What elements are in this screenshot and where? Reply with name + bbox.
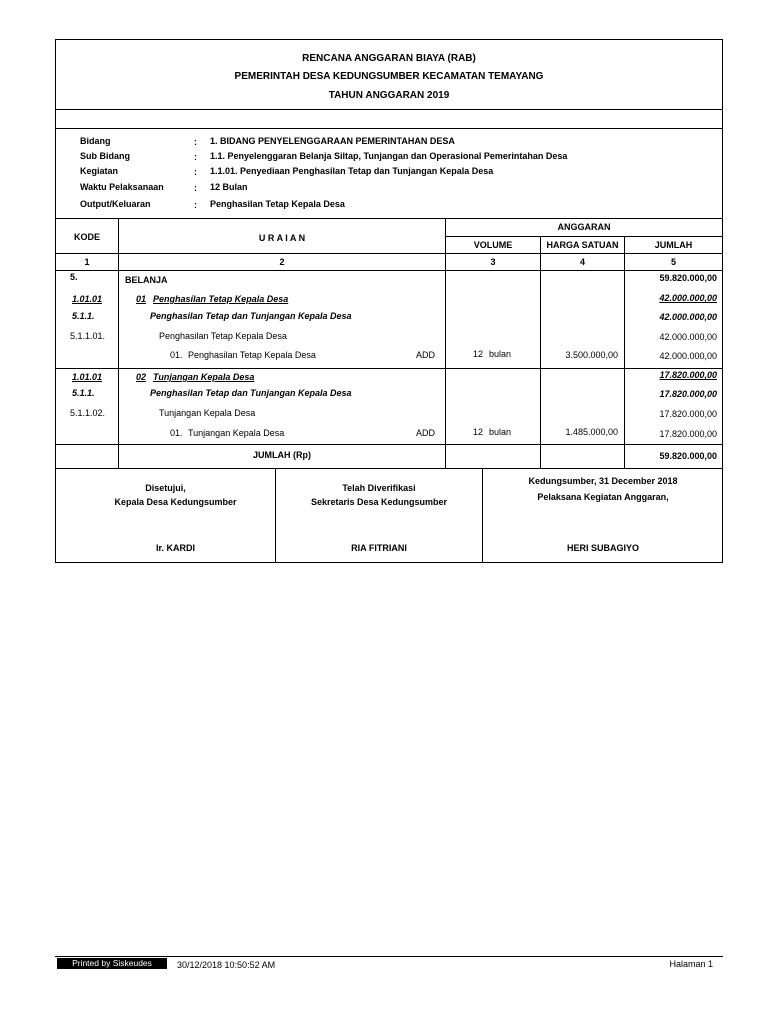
row-no: 01. bbox=[170, 428, 183, 438]
info-sep: : bbox=[194, 137, 197, 147]
row-uraian: Tunjangan Kepala Desa bbox=[153, 372, 255, 382]
col-divider bbox=[118, 218, 119, 468]
row-kode: 5.1.1. bbox=[72, 311, 95, 321]
info-value-sub-bidang: 1.1. Penyelenggaran Belanja Siltap, Tunjangan dan Operasional Pemerintahan Desa bbox=[210, 151, 568, 161]
info-label-waktu: Waktu Pelaksanaan bbox=[80, 182, 164, 192]
divider bbox=[56, 109, 722, 110]
divider bbox=[56, 128, 722, 129]
sig-place-date: Kedungsumber, 31 December 2018 bbox=[528, 476, 678, 486]
info-sep: : bbox=[194, 167, 197, 177]
row-jumlah: 42.000.000,00 bbox=[659, 332, 717, 342]
row-source: ADD bbox=[416, 428, 436, 438]
row-volume: 12 bbox=[473, 427, 484, 437]
row-uraian: Penghasilan Tetap Kepala Desa bbox=[188, 350, 316, 360]
row-kode: 5.1.1.01. bbox=[70, 331, 106, 341]
row-uraian: Tunjangan Kepala Desa bbox=[159, 408, 256, 418]
row-jumlah: 42.000.000,00 bbox=[659, 312, 717, 322]
row-volume: 12 bbox=[473, 349, 484, 359]
info-sep: : bbox=[194, 152, 197, 162]
sig-middle-line1: Telah Diverifikasi bbox=[342, 483, 416, 493]
row-source: ADD bbox=[416, 350, 436, 360]
total-value: 59.820.000,00 bbox=[659, 451, 717, 461]
doc-subtitle: PEMERINTAH DESA KEDUNGSUMBER KECAMATAN TEMAYANG bbox=[234, 71, 544, 82]
row-no: 02 bbox=[136, 372, 147, 382]
number-row-line bbox=[56, 270, 722, 271]
total-label: JUMLAH (Rp) bbox=[253, 450, 311, 460]
section-divider bbox=[56, 368, 722, 369]
row-uraian: Penghasilan Tetap Kepala Desa bbox=[153, 294, 289, 304]
doc-title: RENCANA ANGGARAN BIAYA (RAB) bbox=[302, 53, 476, 64]
col-number: 5 bbox=[670, 257, 676, 267]
row-kode: 5.1.1. bbox=[72, 388, 95, 398]
body-bottom-line bbox=[56, 444, 722, 445]
row-uraian: Penghasilan Tetap dan Tunjangan Kepala Desa bbox=[150, 388, 352, 398]
col-header-volume: VOLUME bbox=[473, 240, 513, 250]
info-label-kegiatan: Kegiatan bbox=[80, 166, 119, 176]
info-label-output: Output/Keluaran bbox=[80, 199, 151, 209]
row-jumlah: 17.820.000,00 bbox=[659, 370, 717, 380]
sig-right-line2: Pelaksana Kegiatan Anggaran, bbox=[537, 492, 669, 502]
col-number: 1 bbox=[84, 257, 90, 267]
row-kode: 5.1.1.02. bbox=[70, 408, 106, 418]
col-header-kode: KODE bbox=[73, 232, 100, 242]
row-uraian: BELANJA bbox=[125, 275, 168, 285]
col-number: 2 bbox=[279, 257, 285, 267]
info-value-waktu: 12 Bulan bbox=[210, 182, 248, 192]
row-kode: 1.01.01 bbox=[72, 372, 103, 382]
sig-left-line1: Disetujui, bbox=[145, 483, 186, 493]
doc-year: TAHUN ANGGARAN 2019 bbox=[328, 90, 450, 101]
info-value-output: Penghasilan Tetap Kepala Desa bbox=[210, 199, 345, 209]
row-harga: 1.485.000,00 bbox=[565, 427, 618, 437]
page-number: Halaman 1 bbox=[669, 959, 713, 969]
row-unit: bulan bbox=[489, 349, 512, 359]
row-uraian: Penghasilan Tetap dan Tunjangan Kepala Desa bbox=[150, 311, 352, 321]
anggaran-divider bbox=[446, 236, 722, 237]
info-value-bidang: 1. BIDANG PENYELENGGARAAN PEMERINTAHAN DESA bbox=[210, 136, 455, 146]
row-unit: bulan bbox=[489, 427, 512, 437]
row-jumlah: 17.820.000,00 bbox=[659, 409, 717, 419]
row-jumlah: 59.820.000,00 bbox=[659, 273, 717, 283]
row-jumlah: 42.000.000,00 bbox=[659, 351, 717, 361]
row-jumlah: 17.820.000,00 bbox=[659, 389, 717, 399]
info-label-sub-bidang: Sub Bidang bbox=[80, 151, 130, 161]
footer-line bbox=[55, 956, 723, 957]
row-jumlah: 42.000.000,00 bbox=[659, 293, 717, 303]
row-no: 01 bbox=[136, 294, 147, 304]
sig-middle-line2: Sekretaris Desa Kedungsumber bbox=[310, 497, 448, 507]
row-uraian: Penghasilan Tetap Kepala Desa bbox=[159, 331, 287, 341]
total-bottom-line bbox=[56, 468, 722, 469]
row-uraian: Tunjangan Kepala Desa bbox=[188, 428, 285, 438]
row-harga: 3.500.000,00 bbox=[565, 350, 618, 360]
col-header-uraian: U R A I A N bbox=[258, 233, 306, 243]
table-top-line bbox=[56, 218, 722, 219]
sig-left-name: Ir. KARDI bbox=[155, 543, 195, 553]
col-header-harga: HARGA SATUAN bbox=[546, 240, 619, 250]
header-bottom-line bbox=[56, 253, 722, 254]
col-number: 4 bbox=[579, 257, 585, 267]
sig-right-name: HERI SUBAGIYO bbox=[566, 543, 639, 553]
row-kode: 1.01.01 bbox=[72, 294, 103, 304]
info-sep: : bbox=[194, 183, 197, 193]
print-timestamp: 30/12/2018 10:50:52 AM bbox=[177, 960, 276, 970]
sig-left-line2: Kepala Desa Kedungsumber bbox=[114, 497, 237, 507]
row-no: 01. bbox=[170, 350, 183, 360]
info-sep: : bbox=[194, 200, 197, 210]
col-header-jumlah: JUMLAH bbox=[654, 240, 693, 250]
sig-middle-name: RIA FITRIANI bbox=[351, 543, 407, 553]
info-value-kegiatan: 1.1.01. Penyediaan Penghasilan Tetap dan Tunjangan Kepala Desa bbox=[210, 166, 494, 176]
printed-by-badge: Printed by Siskeudes bbox=[57, 958, 167, 969]
col-number: 3 bbox=[490, 257, 496, 267]
info-label-bidang: Bidang bbox=[80, 136, 111, 146]
col-header-anggaran: ANGGARAN bbox=[557, 222, 611, 232]
row-jumlah: 17.820.000,00 bbox=[659, 429, 717, 439]
row-kode: 5. bbox=[70, 272, 78, 282]
col-divider bbox=[445, 218, 446, 468]
